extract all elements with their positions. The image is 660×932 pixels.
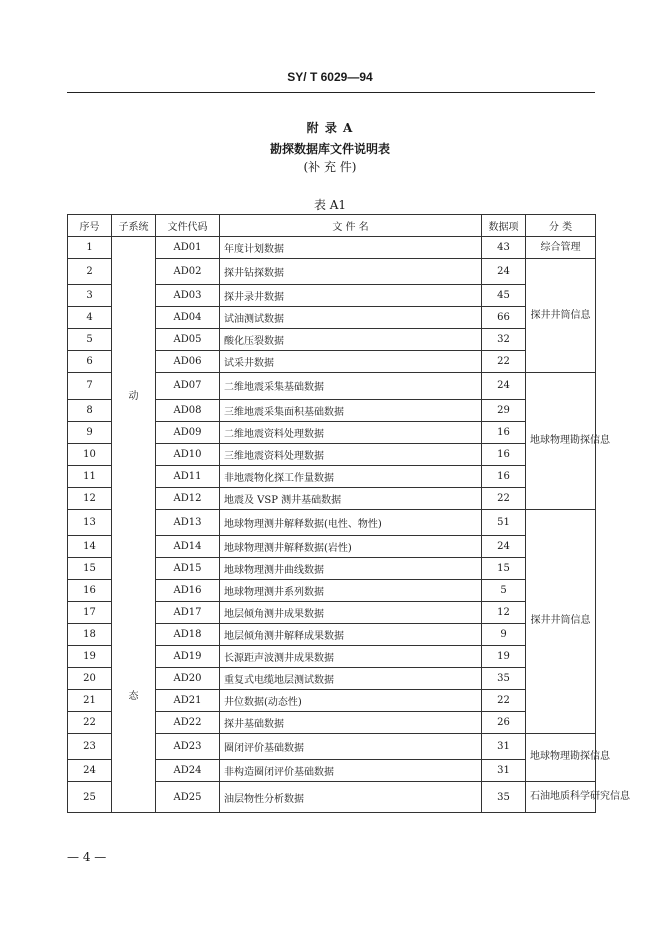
table-caption: 表 A1: [313, 198, 347, 212]
file-code: AD17: [156, 601, 220, 623]
file-name: 二维地震资料处理数据: [220, 421, 482, 443]
file-code: AD22: [156, 711, 220, 733]
item-count: 45: [482, 285, 526, 307]
row-index: 12: [68, 487, 112, 509]
item-count: 24: [482, 373, 526, 399]
row-index: 9: [68, 421, 112, 443]
file-name: 圈闭评价基础数据: [220, 733, 482, 759]
column-header-subsystem: 子系统: [112, 215, 156, 237]
item-count: 66: [482, 307, 526, 329]
row-index: 6: [68, 351, 112, 373]
file-code: AD18: [156, 623, 220, 645]
file-code: AD16: [156, 579, 220, 601]
row-index: 7: [68, 373, 112, 399]
file-name: 地层倾角测井解释成果数据: [220, 623, 482, 645]
item-count: 16: [482, 443, 526, 465]
file-name: 非地震物化探工作量数据: [220, 465, 482, 487]
file-name: 地球物理测井解释数据(岩性): [220, 535, 482, 557]
item-count: 5: [482, 579, 526, 601]
column-header-code: 文件代码: [156, 215, 220, 237]
item-count: 43: [482, 237, 526, 259]
file-code: AD04: [156, 307, 220, 329]
file-name: 试采井数据: [220, 351, 482, 373]
file-code: AD23: [156, 733, 220, 759]
item-count: 22: [482, 689, 526, 711]
file-code: AD06: [156, 351, 220, 373]
row-index: 17: [68, 601, 112, 623]
row-index: 21: [68, 689, 112, 711]
row-index: 15: [68, 557, 112, 579]
appendix-note: (补 充 件): [303, 160, 357, 174]
row-index: 5: [68, 329, 112, 351]
file-name: 地层倾角测井成果数据: [220, 601, 482, 623]
item-count: 31: [482, 733, 526, 759]
category-cell: 探井井筒信息: [526, 509, 596, 733]
file-name: 地震及 VSP 测井基础数据: [220, 487, 482, 509]
item-count: 26: [482, 711, 526, 733]
row-index: 2: [68, 259, 112, 285]
category-cell: 地球物理勘探信息: [526, 733, 596, 781]
column-header-index: 序号: [68, 215, 112, 237]
item-count: 31: [482, 760, 526, 782]
file-name: 非构造圈闭评价基础数据: [220, 760, 482, 782]
row-index: 18: [68, 623, 112, 645]
column-header-count: 数据项: [482, 215, 526, 237]
subsystem-label-bottom: 态: [128, 691, 139, 702]
item-count: 22: [482, 351, 526, 373]
file-code: AD02: [156, 259, 220, 285]
file-name: 三维地震资料处理数据: [220, 443, 482, 465]
file-code: AD05: [156, 329, 220, 351]
file-code: AD11: [156, 465, 220, 487]
category-cell: 综合管理: [526, 237, 596, 259]
file-name: 探井录井数据: [220, 285, 482, 307]
file-code: AD09: [156, 421, 220, 443]
file-name: 年度计划数据: [220, 237, 482, 259]
file-name: 井位数据(动态性): [220, 689, 482, 711]
row-index: 8: [68, 399, 112, 421]
row-index: 16: [68, 579, 112, 601]
file-description-table: [67, 214, 630, 813]
item-count: 35: [482, 782, 526, 813]
row-index: 14: [68, 535, 112, 557]
file-code: AD21: [156, 689, 220, 711]
row-index: 23: [68, 733, 112, 759]
file-code: AD13: [156, 509, 220, 535]
file-name: 试油测试数据: [220, 307, 482, 329]
file-name: 探井基础数据: [220, 711, 482, 733]
file-code: AD08: [156, 399, 220, 421]
subsystem-cell: [112, 237, 156, 813]
item-count: 24: [482, 259, 526, 285]
row-index: 3: [68, 285, 112, 307]
file-name: 地球物理测井曲线数据: [220, 557, 482, 579]
item-count: 51: [482, 509, 526, 535]
item-count: 16: [482, 465, 526, 487]
file-name: 油层物性分析数据: [220, 782, 482, 813]
file-code: AD24: [156, 760, 220, 782]
file-code: AD12: [156, 487, 220, 509]
file-code: AD10: [156, 443, 220, 465]
category-cell: 探井井筒信息: [526, 259, 596, 373]
row-index: 22: [68, 711, 112, 733]
item-count: 15: [482, 557, 526, 579]
row-index: 25: [68, 782, 112, 813]
table-header-row: [68, 215, 596, 237]
item-count: 24: [482, 535, 526, 557]
column-header-filename: 文 件 名: [220, 215, 482, 237]
column-header-category: 分 类: [526, 215, 596, 237]
item-count: 19: [482, 645, 526, 667]
file-name: 长源距声波测井成果数据: [220, 645, 482, 667]
file-name: 探井钻探数据: [220, 259, 482, 285]
file-code: AD15: [156, 557, 220, 579]
file-code: AD14: [156, 535, 220, 557]
subsystem-label-top: 动: [128, 391, 139, 402]
row-index: 10: [68, 443, 112, 465]
row-index: 24: [68, 760, 112, 782]
page-number: — 4 —: [67, 850, 107, 864]
file-name: 地球物理测井系列数据: [220, 579, 482, 601]
table-row: [68, 237, 596, 259]
file-code: AD07: [156, 373, 220, 399]
file-code: AD25: [156, 782, 220, 813]
category-cell: 地球物理勘探信息: [526, 373, 596, 509]
row-index: 20: [68, 667, 112, 689]
category-cell: 石油地质科学研究信息: [526, 782, 596, 813]
row-index: 11: [68, 465, 112, 487]
file-code: AD20: [156, 667, 220, 689]
row-index: 19: [68, 645, 112, 667]
item-count: 9: [482, 623, 526, 645]
item-count: 32: [482, 329, 526, 351]
standard-number: SY/ T 6029—94: [287, 70, 373, 84]
row-index: 1: [68, 237, 112, 259]
appendix-title: 附 录 A: [306, 121, 354, 135]
file-name: 三维地震采集面积基础数据: [220, 399, 482, 421]
item-count: 29: [482, 399, 526, 421]
header-rule: [67, 92, 595, 93]
item-count: 35: [482, 667, 526, 689]
row-index: 4: [68, 307, 112, 329]
file-code: AD03: [156, 285, 220, 307]
item-count: 16: [482, 421, 526, 443]
file-name: 二维地震采集基础数据: [220, 373, 482, 399]
item-count: 12: [482, 601, 526, 623]
row-index: 13: [68, 509, 112, 535]
file-name: 地球物理测井解释数据(电性、物性): [220, 509, 482, 535]
file-code: AD19: [156, 645, 220, 667]
appendix-subtitle: 勘探数据库文件说明表: [269, 142, 390, 156]
file-code: AD01: [156, 237, 220, 259]
item-count: 22: [482, 487, 526, 509]
file-name: 酸化压裂数据: [220, 329, 482, 351]
file-name: 重复式电缆地层测试数据: [220, 667, 482, 689]
